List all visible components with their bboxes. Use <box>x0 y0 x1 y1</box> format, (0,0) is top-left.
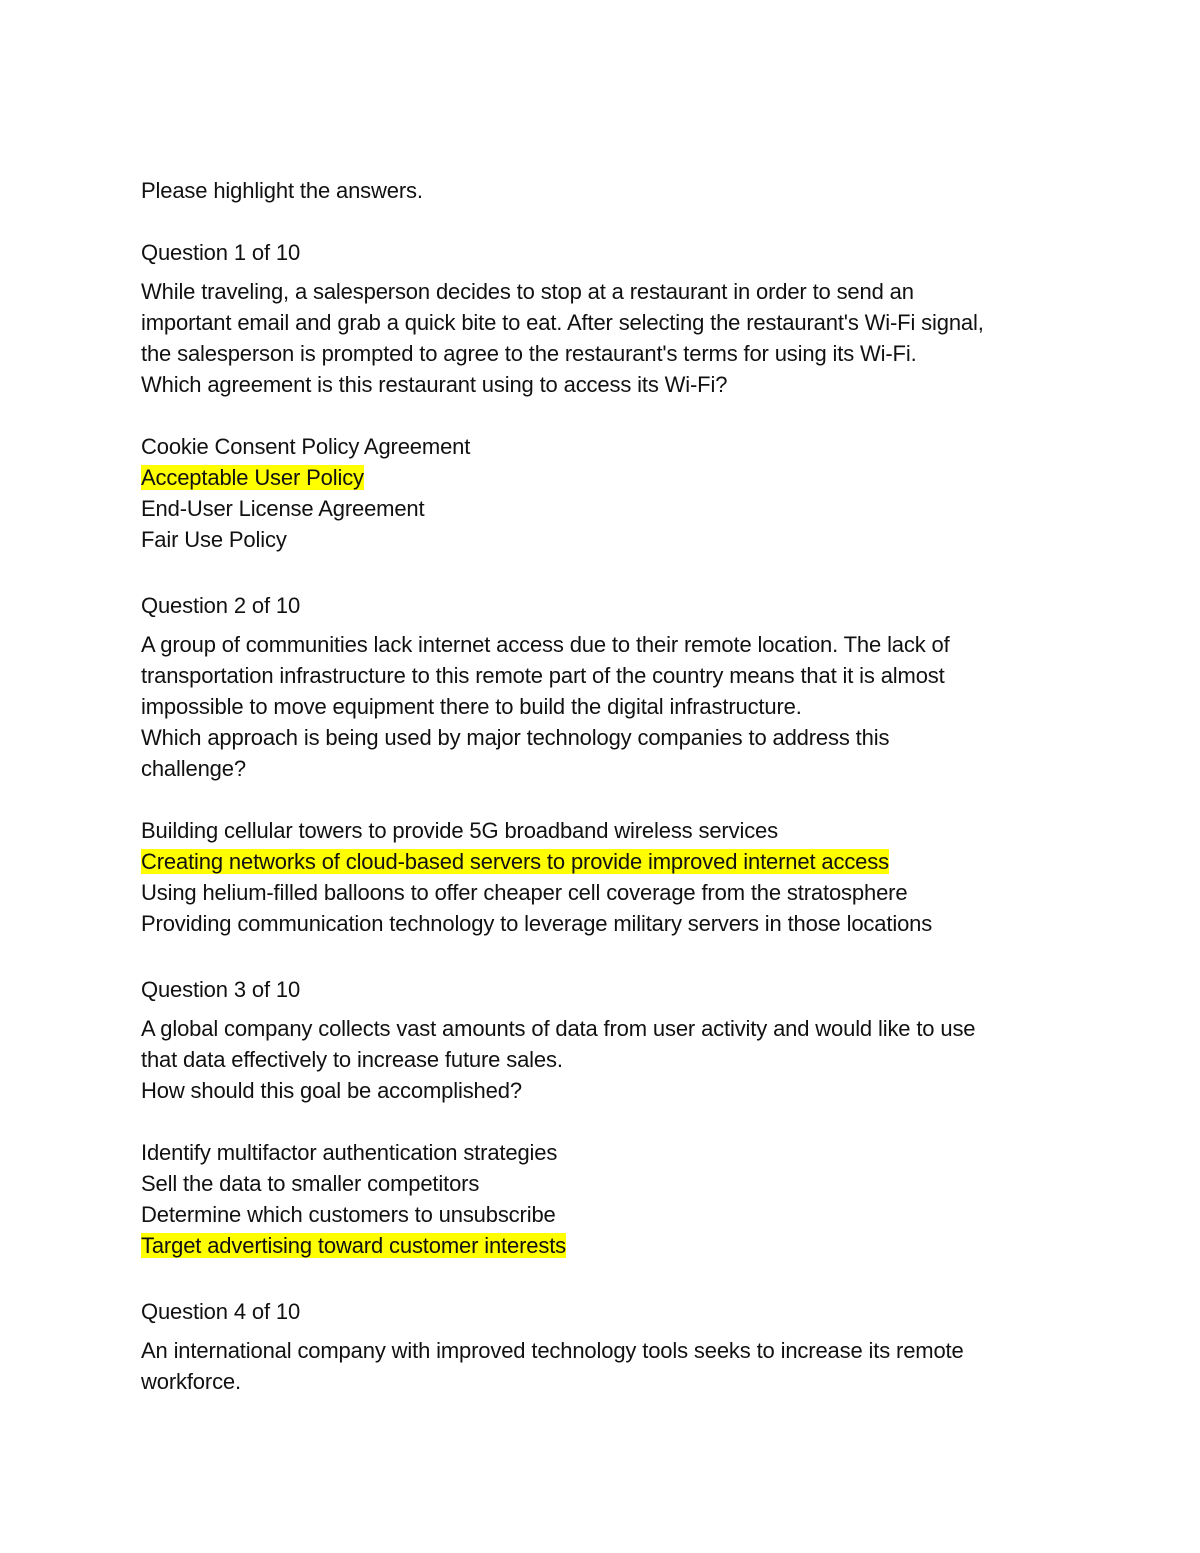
question-text-line: While traveling, a salesperson decides to stop at a restaurant in order to send an <box>141 279 914 304</box>
question-text-line: the salesperson is prompted to agree to the restaurant's terms for using its Wi-Fi. <box>141 341 917 366</box>
question-text-line: important email and grab a quick bite to eat. After selecting the restaurant's Wi-Fi signal, <box>141 310 984 335</box>
question-text-line: Which approach is being used by major technology companies to address this <box>141 725 890 750</box>
question-text-line: workforce. <box>141 1369 241 1394</box>
question-text-line: An international company with improved technology tools seeks to increase its remote <box>141 1338 964 1363</box>
answer-option: Using helium-filled balloons to offer cheaper cell coverage from the stratosphere <box>141 880 908 905</box>
answer-option: Sell the data to smaller competitors <box>141 1171 480 1196</box>
question-text-line: that data effectively to increase future sales. <box>141 1047 563 1072</box>
question-text-line: A global company collects vast amounts of data from user activity and would like to use <box>141 1016 976 1041</box>
highlighted-answer: Creating networks of cloud-based servers to provide improved internet access <box>141 849 889 874</box>
answer-option: Providing communication technology to leverage military servers in those locations <box>141 911 933 936</box>
answer-option: End-User License Agreement <box>141 496 425 521</box>
answer-option: Identify multifactor authentication strategies <box>141 1140 558 1165</box>
answer-options <box>141 1137 1071 1261</box>
question-heading: Question 1 of 10 <box>141 240 301 265</box>
document-content <box>141 175 1071 1397</box>
question-text-line: transportation infrastructure to this remote part of the country means that it is almost <box>141 663 945 688</box>
answer-options <box>141 431 1071 555</box>
question-1 <box>141 237 1071 555</box>
highlighted-answer: Acceptable User Policy <box>141 465 364 490</box>
question-text <box>141 629 1071 784</box>
question-text-line: Which agreement is this restaurant using to access its Wi-Fi? <box>141 372 728 397</box>
highlighted-answer: Target advertising toward customer interests <box>141 1233 567 1258</box>
question-heading: Question 3 of 10 <box>141 977 301 1002</box>
question-2 <box>141 590 1071 939</box>
answer-option: Cookie Consent Policy Agreement <box>141 434 471 459</box>
question-text-line: A group of communities lack internet access due to their remote location. The lack of <box>141 632 950 657</box>
answer-option-highlighted <box>141 1230 1071 1261</box>
answer-options <box>141 815 1071 939</box>
question-4 <box>141 1296 1071 1397</box>
instruction-text: Please highlight the answers. <box>141 178 423 203</box>
question-text-line: How should this goal be accomplished? <box>141 1078 522 1103</box>
question-heading: Question 4 of 10 <box>141 1299 301 1324</box>
question-text <box>141 276 1071 400</box>
question-text <box>141 1335 1071 1397</box>
answer-option: Determine which customers to unsubscribe <box>141 1202 556 1227</box>
question-3 <box>141 974 1071 1261</box>
answer-option: Fair Use Policy <box>141 527 287 552</box>
answer-option-highlighted <box>141 462 1071 493</box>
answer-option: Building cellular towers to provide 5G broadband wireless services <box>141 818 778 843</box>
answer-option-highlighted <box>141 846 1071 877</box>
question-heading: Question 2 of 10 <box>141 593 301 618</box>
question-text-line: impossible to move equipment there to build the digital infrastructure. <box>141 694 802 719</box>
question-text-line: challenge? <box>141 756 246 781</box>
question-text <box>141 1013 1071 1106</box>
